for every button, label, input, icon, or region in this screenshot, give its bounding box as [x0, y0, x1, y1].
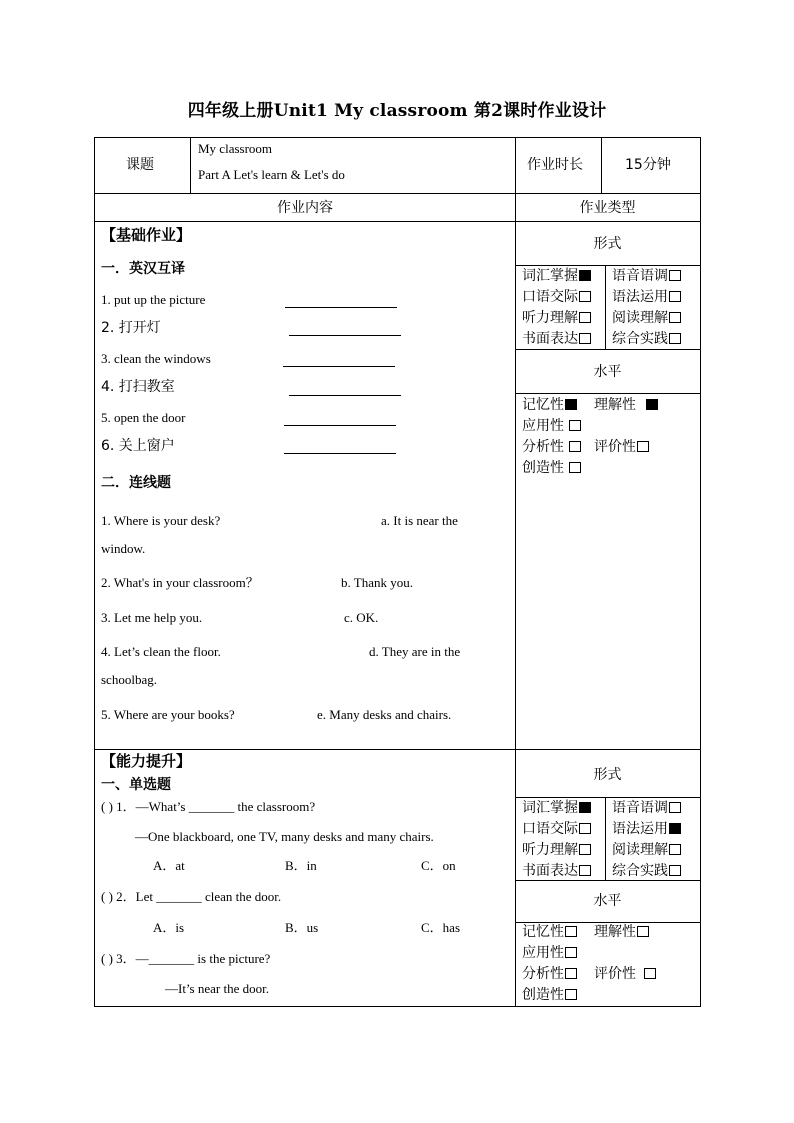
checkbox[interactable] — [669, 865, 681, 876]
match-answer-d-cont: schoolbag. — [101, 672, 157, 687]
checkbox[interactable] — [565, 399, 577, 410]
option-c[interactable]: C．on — [421, 858, 456, 873]
match-answer-d: d. They are in the — [369, 644, 461, 659]
checkbox[interactable] — [669, 844, 681, 855]
checkbox[interactable] — [569, 441, 581, 452]
form-option-reading[interactable]: 阅读理解 — [612, 310, 681, 326]
level-option-analysis[interactable]: 分析性 — [522, 439, 581, 455]
choice-question-1-answer: —One blackboard, one TV, many desks and many chairs. — [135, 829, 434, 844]
checkbox[interactable] — [579, 865, 591, 876]
advanced-heading: 【能力提升】 — [101, 752, 192, 770]
choice-question-3: ( ) 3．—_______ is the picture? — [101, 951, 271, 966]
checkbox[interactable] — [565, 989, 577, 1000]
level-option-application[interactable]: 应用性 — [522, 418, 581, 434]
checkbox[interactable] — [565, 926, 577, 937]
checkbox[interactable] — [646, 399, 658, 410]
time-label: 作业时长 — [527, 157, 583, 173]
level-option-understanding[interactable]: 理解性 — [594, 924, 649, 940]
translate-item-2: 2. 打开灯 — [101, 320, 161, 336]
form-option-writing[interactable]: 书面表达 — [522, 863, 591, 879]
form-option-practice[interactable]: 综合实践 — [612, 863, 681, 879]
level-option-evaluation[interactable]: 评价性 — [594, 966, 656, 982]
answer-blank-3[interactable] — [283, 366, 395, 367]
choice-question-1: ( ) 1．—What’s _______ the classroom? — [101, 799, 316, 814]
level-option-creativity[interactable]: 创造性 — [522, 987, 577, 1003]
checkbox[interactable] — [637, 926, 649, 937]
match-question-1: 1. Where is your desk? — [101, 513, 221, 528]
match-answer-c: c. OK. — [344, 610, 379, 625]
answer-blank-6[interactable] — [284, 453, 396, 454]
form-option-speaking[interactable]: 口语交际 — [522, 289, 591, 305]
match-question-3: 3. Let me help you. — [101, 610, 203, 625]
checkbox[interactable] — [565, 968, 577, 979]
topic-line-2: Part A Let's learn & Let's do — [198, 167, 345, 182]
level-option-evaluation[interactable]: 评价性 — [594, 439, 649, 455]
level-option-application[interactable]: 应用性 — [522, 945, 577, 961]
choice-question-2: ( ) 2．Let _______ clean the door. — [101, 889, 282, 904]
answer-blank-1[interactable] — [285, 307, 397, 308]
checkbox[interactable] — [569, 462, 581, 473]
answer-blank-4[interactable] — [289, 395, 401, 396]
checkbox[interactable] — [579, 823, 591, 834]
translate-item-6: 6. 关上窗户 — [101, 438, 175, 454]
match-answer-a-cont: window. — [101, 541, 146, 556]
match-answer-a: a. It is near the — [381, 513, 458, 528]
option-c[interactable]: C．has — [421, 920, 461, 935]
match-answer-e: e. Many desks and chairs. — [317, 707, 452, 722]
form-option-grammar[interactable]: 语法运用 — [612, 289, 681, 305]
option-a[interactable]: A．at — [153, 858, 185, 873]
match-question-4: 4. Let’s clean the floor. — [101, 644, 221, 659]
type-label: 作业类型 — [579, 200, 636, 216]
form-option-writing[interactable]: 书面表达 — [522, 331, 591, 347]
checkbox[interactable] — [579, 312, 591, 323]
checkbox[interactable] — [644, 968, 656, 979]
level-label: 水平 — [593, 893, 622, 909]
translate-item-3: 3. clean the windows — [101, 351, 211, 366]
checkbox[interactable] — [579, 844, 591, 855]
checkbox[interactable] — [565, 947, 577, 958]
checkbox[interactable] — [579, 333, 591, 344]
checkbox[interactable] — [669, 312, 681, 323]
level-label: 水平 — [593, 364, 622, 380]
advanced-part1-title: 一、单选题 — [101, 777, 171, 793]
checkbox[interactable] — [669, 823, 681, 834]
checkbox[interactable] — [569, 420, 581, 431]
checkbox[interactable] — [669, 291, 681, 302]
choice-question-3-answer: —It’s near the door. — [165, 981, 269, 996]
level-option-understanding[interactable]: 理解性 — [594, 397, 658, 413]
form-option-grammar[interactable]: 语法运用 — [612, 821, 681, 837]
translate-item-4: 4. 打扫教室 — [101, 379, 175, 395]
time-value: 15分钟 — [625, 157, 671, 173]
answer-blank-2[interactable] — [289, 335, 401, 336]
translate-item-5: 5. open the door — [101, 410, 186, 425]
form-option-speaking[interactable]: 口语交际 — [522, 821, 591, 837]
level-option-creativity[interactable]: 创造性 — [522, 460, 581, 476]
checkbox[interactable] — [579, 802, 591, 813]
checkbox[interactable] — [669, 333, 681, 344]
checkbox[interactable] — [669, 270, 681, 281]
match-question-5: 5. Where are your books? — [101, 707, 235, 722]
checkbox[interactable] — [669, 802, 681, 813]
form-option-reading[interactable]: 阅读理解 — [612, 842, 681, 858]
translate-item-1: 1. put up the picture — [101, 292, 206, 307]
level-option-memory[interactable]: 记忆性 — [522, 924, 577, 940]
form-option-listening[interactable]: 听力理解 — [522, 842, 591, 858]
option-b[interactable]: B．us — [285, 920, 319, 935]
option-a[interactable]: A．is — [153, 920, 185, 935]
topic-line-1: My classroom — [198, 141, 273, 156]
form-option-vocabulary[interactable]: 词汇掌握 — [522, 800, 591, 816]
checkbox[interactable] — [579, 291, 591, 302]
form-option-pronunciation[interactable]: 语音语调 — [612, 268, 681, 284]
answer-blank-5[interactable] — [284, 425, 396, 426]
form-option-pronunciation[interactable]: 语音语调 — [612, 800, 681, 816]
form-option-listening[interactable]: 听力理解 — [522, 310, 591, 326]
checkbox[interactable] — [637, 441, 649, 452]
form-label: 形式 — [593, 767, 622, 783]
content-label: 作业内容 — [277, 200, 333, 216]
level-option-memory[interactable]: 记忆性 — [522, 397, 577, 413]
basic-heading: 【基础作业】 — [101, 226, 192, 244]
part1-title: 一．英汉互译 — [101, 261, 185, 277]
topic-label: 课题 — [126, 157, 154, 173]
page-title: 四年级上册Unit1 My classroom 第2课时作业设计 — [187, 101, 607, 121]
checkbox[interactable] — [579, 270, 591, 281]
form-option-practice[interactable]: 综合实践 — [612, 331, 681, 347]
option-b[interactable]: B．in — [285, 858, 317, 873]
form-option-vocabulary[interactable]: 词汇掌握 — [522, 268, 591, 284]
match-question-2: 2. What's in your classroom？ — [101, 575, 259, 590]
level-option-analysis[interactable]: 分析性 — [522, 966, 577, 982]
form-label: 形式 — [593, 236, 622, 252]
match-answer-b: b. Thank you. — [341, 575, 413, 590]
part2-title: 二．连线题 — [101, 475, 171, 491]
